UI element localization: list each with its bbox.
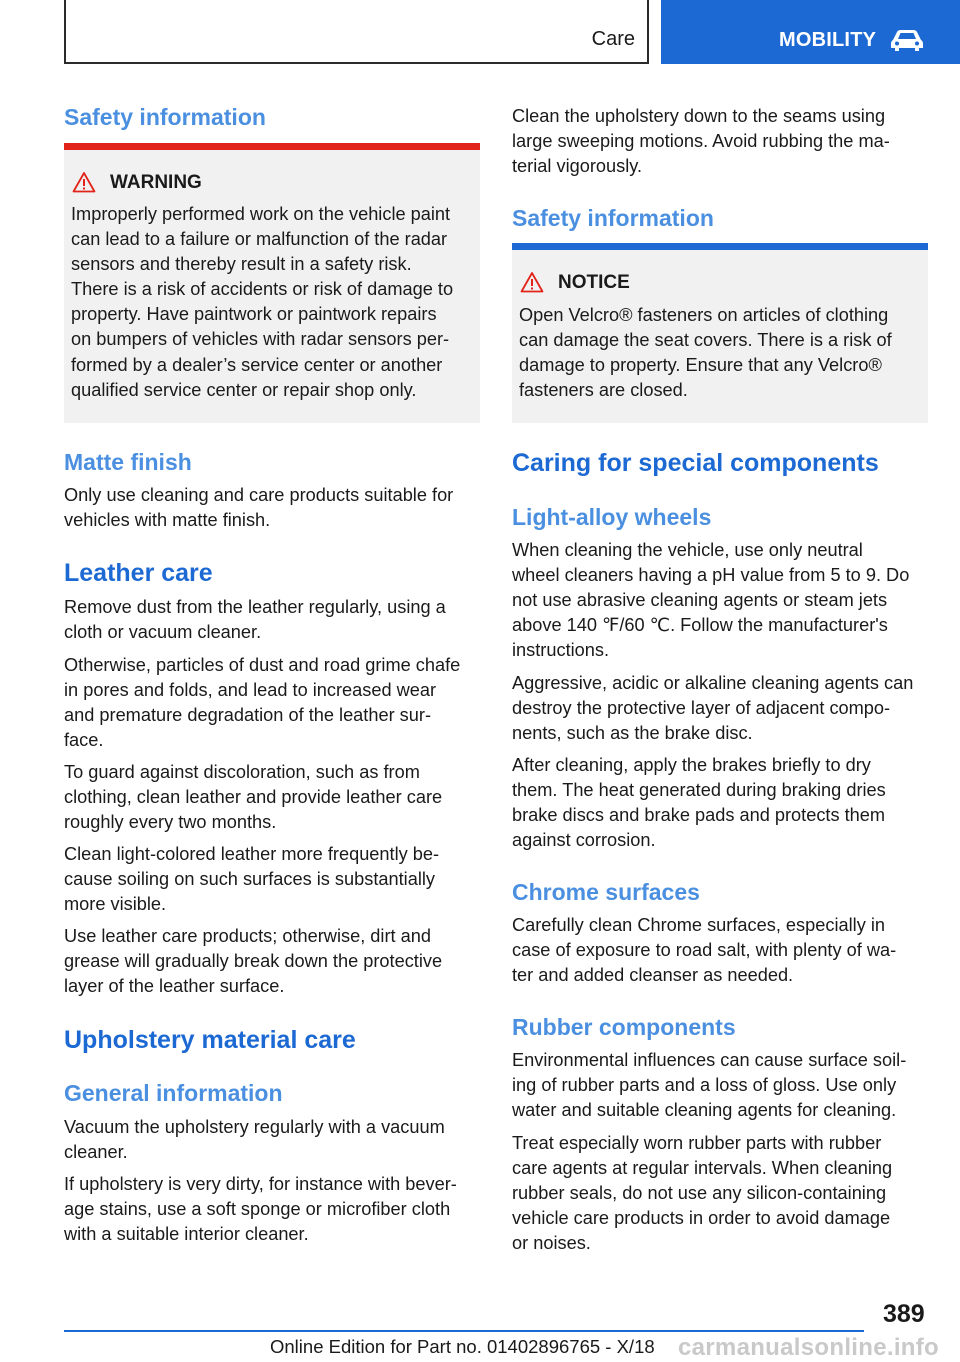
notice-title: NOTICE [558, 272, 630, 293]
notice-box [512, 243, 928, 423]
watermark: carmanualsonline.info [678, 1334, 940, 1361]
wheels-paragraph-1: When cleaning the vehicle, use only neutral wheel cleaners having a pH value from 5 to 9. Do not use abrasive cleaning agents or steam jets above 140 ℉/60 ℃. Follow the manufacturer's instructions. [512, 540, 910, 661]
upholstery-intro-text: Clean the upholstery down to the seams using large sweeping motions. Avoid rubbing the ma‐ terial vigorously. [512, 106, 890, 177]
rubber-paragraph-1: Environmental influences can cause surface soil‐ ing of rubber parts and a loss of gloss. Use only water and suitable cleaning agents for cleaning. [512, 1050, 907, 1121]
rubber-components-heading: Rubber components [512, 1014, 736, 1040]
page-number: 389 [883, 1300, 925, 1328]
warning-title: WARNING [110, 172, 202, 193]
notice-text: Open Velcro® fasteners on articles of clothing can damage the seat covers. There is a risk of damage to property. Ensure that any Velcro® fasteners are closed. [519, 305, 892, 401]
notice-bar [512, 243, 928, 250]
general-information-paragraph-1: Vacuum the upholstery regularly with a vacuum cleaner. [64, 1117, 445, 1163]
general-information-paragraph-2: If upholstery is very dirty, for instance with bever‐ age stains, use a soft sponge or microfiber cloth with a suitable interior cleaner. [64, 1174, 457, 1245]
wheels-paragraph-2: Aggressive, acidic or alkaline cleaning agents can destroy the protective layer of adjacent compo‐ nents, such as the brake disc. [512, 673, 914, 744]
header-section-box [64, 0, 649, 64]
upholstery-care-heading: Upholstery material care [64, 1026, 356, 1054]
chrome-surfaces-heading: Chrome surfaces [512, 879, 700, 905]
leather-care-paragraph-1: Remove dust from the leather regularly, using a cloth or vacuum cleaner. [64, 597, 446, 643]
chrome-paragraph: Carefully clean Chrome surfaces, especially in case of exposure to road salt, with plenty of wa‐ ter and added cleanser as needed. [512, 915, 897, 986]
light-alloy-wheels-heading: Light-alloy wheels [512, 504, 712, 530]
header-section-label: Care [591, 28, 635, 50]
leather-care-paragraph-2: Otherwise, particles of dust and road grime chafe in pores and folds, and lead to increased wear and premature degradation of the leather sur‐ face. [64, 655, 461, 751]
car-icon [889, 27, 925, 53]
leather-care-paragraph-5: Use leather care products; otherwise, dirt and grease will gradually break down the protective layer of the leather surface. [64, 926, 443, 997]
safety-information-heading: Safety information [64, 104, 266, 130]
general-information-heading: General information [64, 1080, 283, 1106]
leather-care-paragraph-3: To guard against discoloration, such as from clothing, clean leather and provide leather care roughly every two months. [64, 762, 443, 833]
notice-triangle-icon [520, 271, 544, 293]
footer-edition-text: Online Edition for Part no. 01402896765 - X/18 [270, 1336, 655, 1357]
matte-finish-text: Only use cleaning and care products suitable for vehicles with matte finish. [64, 485, 454, 531]
warning-text: Improperly performed work on the vehicle paint can lead to a failure or malfunction of the radar sensors and thereby result in a safety risk. There is a risk of accidents or risk of damage to property. Have paintwork or paintwork repairs on bumpers of vehicles with radar sensors per‐ formed by a dealer’s service center or another qualified service center or repair shop only. [71, 204, 454, 400]
matte-finish-heading: Matte finish [64, 449, 192, 475]
special-components-heading: Caring for special components [512, 449, 879, 477]
header-chapter-tab [661, 0, 960, 64]
leather-care-heading: Leather care [64, 559, 213, 587]
header-chapter-label: MOBILITY [779, 29, 877, 51]
warning-box [64, 143, 480, 423]
rubber-paragraph-2: Treat especially worn rubber parts with rubber care agents at regular intervals. When cleaning rubber seals, do not use any silicon-containing vehicle care products in order to avoid damage or noises. [512, 1133, 893, 1254]
safety-information-heading-2: Safety information [512, 205, 714, 231]
wheels-paragraph-3: After cleaning, apply the brakes briefly to dry them. The heat generated during braking dries brake discs and brake pads and protects them against corrosion. [512, 755, 886, 851]
warning-bar [64, 143, 480, 150]
leather-care-paragraph-4: Clean light-colored leather more frequently be‐ cause soiling on such surfaces is substantially more visible. [64, 844, 440, 915]
warning-triangle-icon [72, 171, 96, 193]
footer-rule [64, 1330, 864, 1332]
